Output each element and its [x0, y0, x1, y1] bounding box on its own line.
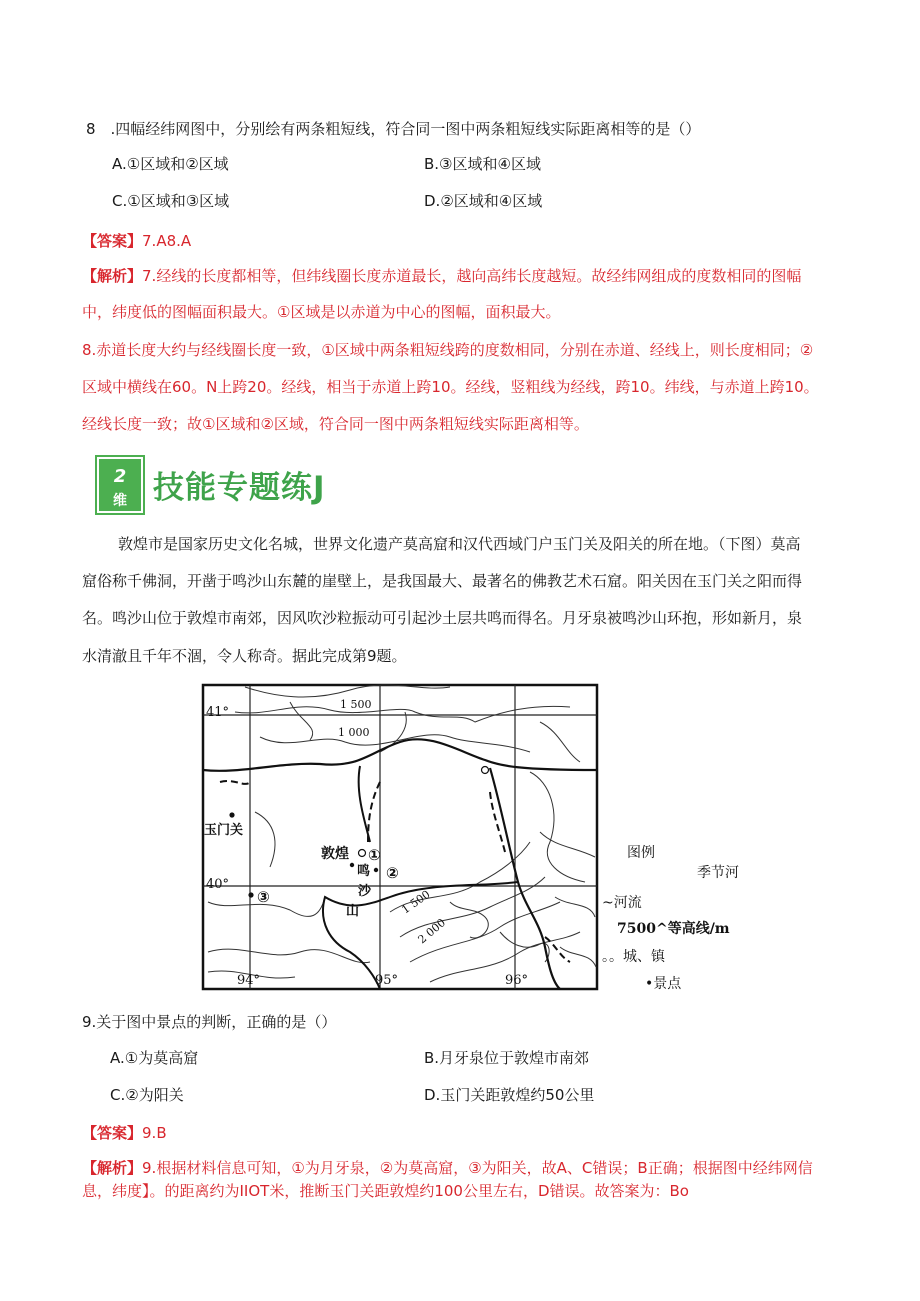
answer-block-2 — [82, 1122, 167, 1143]
analysis-line-1 — [82, 265, 801, 286]
lon-96-label: 96° — [505, 973, 529, 988]
passage-line-2: 窟俗称千佛洞，开凿于鸣沙山东麓的崖壁上，是我国最大、最著名的佛教艺术石窟。阳关因在玉门关之阳而得 — [82, 572, 803, 590]
q8-option-b: B.③区域和④区域 — [424, 155, 541, 173]
dunhuang-map — [200, 682, 600, 992]
contour-label-1500a: 1 500 — [340, 698, 372, 711]
section-title: 技能专题练J — [153, 470, 326, 506]
analysis2-line-2: 息，纬度】。的距离约为IIOT米，推断玉门关距敦煌约100公里左右，D错误。故答案为：Bo — [82, 1182, 689, 1200]
legend-contour: 7500^等高线/m — [617, 921, 730, 937]
q9-option-d: D.玉门关距敦煌约50公里 — [424, 1086, 595, 1104]
town-marker-dunhuang — [359, 850, 366, 857]
spot-minor — [374, 868, 378, 872]
analysis-line-4: 区域中横线在60。N上跨20。经线，相当于赤道上跨10。经线，竖粗线为经线，跨10。纬线，与赤道上跨10。 — [82, 378, 819, 396]
analysis-line-2: 中，纬度低的图幅面积最大。①区域是以赤道为中心的图幅，面积最大。 — [82, 303, 561, 321]
answer-text: 9.B — [142, 1124, 167, 1142]
mingshashan-label-2: 沙 — [358, 884, 372, 899]
passage-line-1: 敦煌市是国家历史文化名城，世界文化遗产莫高窟和汉代西域门户玉门关及阳关的所在地。（下图）莫高 — [118, 535, 801, 553]
dunhuang-label: 敦煌 — [321, 846, 349, 862]
town-marker — [482, 767, 489, 774]
spot-yumenguan — [229, 812, 234, 817]
q8-option-a: A.①区域和②区域 — [112, 155, 229, 173]
lat-41-label: 41° — [206, 705, 230, 720]
passage-line-3: 名。鸣沙山位于敦煌市南郊，因风吹沙粒振动可引起沙土层共鸣而得名。月牙泉被鸣沙山环抱，形如新月，泉 — [82, 609, 803, 627]
answer-block-1 — [82, 230, 191, 251]
q9-option-b: B.月牙泉位于敦煌市南郊 — [424, 1049, 590, 1067]
contour-label-1000: 1 000 — [338, 726, 370, 739]
legend-spot: •景点 — [645, 976, 682, 992]
lon-94-label: 94° — [237, 973, 261, 988]
analysis-tag: 【解析】 — [82, 267, 143, 285]
q8-option-d: D.②区域和④区域 — [424, 192, 543, 210]
answer-tag: 【答案】 — [82, 1124, 143, 1142]
legend-river: ~河流 — [602, 895, 642, 911]
point-3-label: ③ — [257, 888, 270, 906]
point-2-label: ② — [386, 864, 399, 882]
answer-tag: 【答案】 — [82, 232, 143, 250]
q9-option-c: C.②为阳关 — [110, 1086, 184, 1104]
contour-label-1500b: 1 500 — [399, 887, 433, 917]
analysis-line-3: 8.赤道长度大约与经线圈长度一致，①区域中两条粗短线跨的度数相同，分别在赤道、经线上，则长度相同；② — [82, 341, 814, 359]
mingshashan-label-3: 山 — [346, 904, 360, 919]
analysis-line-5: 经线长度一致；故①区域和②区域，符合同一图中两条粗短线实际距离相等。 — [82, 415, 589, 433]
lat-40-label: 40° — [206, 877, 230, 892]
q8-option-c: C.①区域和③区域 — [112, 192, 230, 210]
spot-3 — [248, 892, 253, 897]
answer-text: 7.A8.A — [142, 232, 192, 250]
lon-95-label: 95° — [375, 973, 399, 988]
q9-stem: 9.关于图中景点的判断，正确的是（） — [82, 1013, 337, 1031]
spot-2 — [350, 863, 354, 867]
analysis2-line-1 — [82, 1157, 813, 1178]
yumenguan-label: 玉门关 — [204, 823, 244, 838]
map-frame — [203, 685, 597, 989]
legend-title: 图例 — [627, 845, 655, 861]
point-1-label: ① — [368, 846, 381, 864]
mingshashan-label-1: 鸣 — [357, 864, 371, 879]
analysis-text: 9.根据材料信息可知，①为月牙泉，②为莫高窟，③为阳关，故A、C错误；B正确；根据图中经纬网信 — [142, 1159, 813, 1177]
svg-text:维: 维 — [113, 493, 127, 509]
analysis-tag: 【解析】 — [82, 1159, 143, 1177]
svg-text:2: 2 — [113, 466, 127, 487]
q8-stem: 8 .四幅经纬网图中，分别绘有两条粗短线，符合同一图中两条粗短线实际距离相等的是（） — [86, 120, 701, 138]
contour-label-2000: 2 000 — [415, 916, 449, 947]
q9-option-a: A.①为莫高窟 — [110, 1049, 199, 1067]
legend-seasonal-river: 季节河 — [697, 865, 739, 881]
section-badge-icon — [95, 455, 145, 515]
legend-town: 。。城、镇 — [602, 949, 665, 965]
analysis-text: 7.经线的长度都相等，但纬线圈长度赤道最长，越向高纬长度越短。故经纬网组成的度数相同的图幅 — [142, 267, 802, 285]
passage-line-4: 水清澈且千年不涸，令人称奇。据此完成第9题。 — [82, 647, 407, 665]
